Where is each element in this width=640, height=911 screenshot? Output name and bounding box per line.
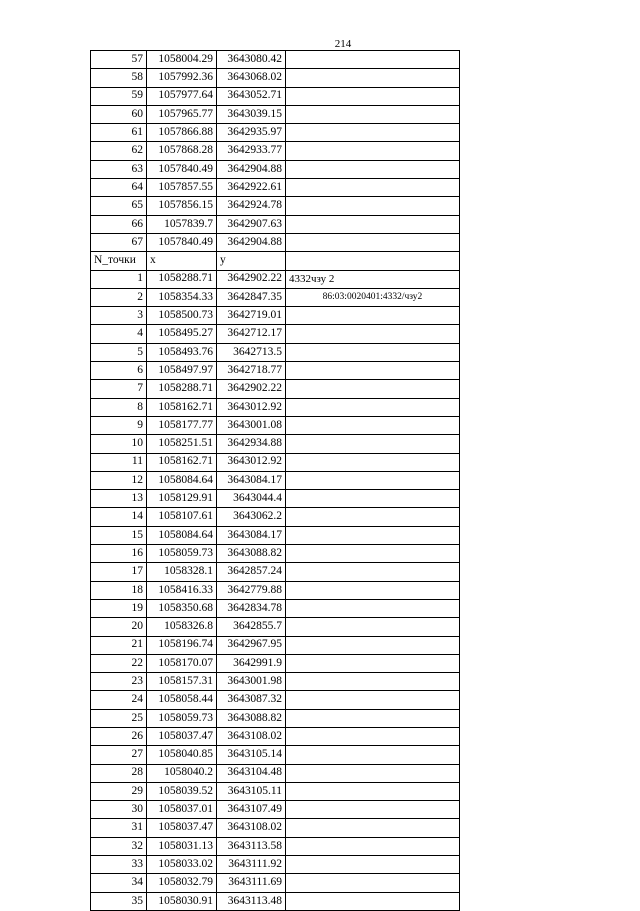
- coordinates-table-bottom: [91, 270, 460, 910]
- point-number-cell: 22: [91, 654, 147, 672]
- x-coordinate-cell: 1058030.91: [147, 892, 217, 910]
- table-row: [91, 453, 460, 471]
- x-coordinate-cell: 1058177.77: [147, 416, 217, 434]
- x-coordinate-cell: 1057992.36: [147, 69, 217, 87]
- y-coordinate-cell: 3643105.11: [217, 782, 286, 800]
- x-coordinate-cell: 1058288.71: [147, 380, 217, 398]
- y-coordinate-cell: 3642719.01: [217, 307, 286, 325]
- point-number-cell: 34: [91, 874, 147, 892]
- x-coordinate-cell: 1058497.97: [147, 362, 217, 380]
- y-coordinate-cell: 3642935.97: [217, 124, 286, 142]
- note-cell: [286, 673, 460, 691]
- x-coordinate-cell: 1058037.47: [147, 727, 217, 745]
- table-row: [91, 416, 460, 434]
- note-cell: [286, 691, 460, 709]
- table-row: [91, 526, 460, 544]
- note-cell: [286, 124, 460, 142]
- table-row: [91, 490, 460, 508]
- note-cell: [286, 179, 460, 197]
- point-number-cell: 32: [91, 837, 147, 855]
- table-row: [91, 307, 460, 325]
- header-point-number: N_точки: [91, 252, 147, 270]
- table-row: [91, 398, 460, 416]
- table-row: [91, 160, 460, 178]
- x-coordinate-cell: 1057868.28: [147, 142, 217, 160]
- x-coordinate-cell: 1058495.27: [147, 325, 217, 343]
- x-coordinate-cell: 1058170.07: [147, 654, 217, 672]
- x-coordinate-cell: 1058107.61: [147, 508, 217, 526]
- point-number-cell: 66: [91, 215, 147, 233]
- x-coordinate-cell: 1057866.88: [147, 124, 217, 142]
- point-number-cell: 29: [91, 782, 147, 800]
- note-cell: [286, 654, 460, 672]
- x-coordinate-cell: 1058493.76: [147, 343, 217, 361]
- point-number-cell: 15: [91, 526, 147, 544]
- y-coordinate-cell: 3643108.02: [217, 819, 286, 837]
- note-cell: [286, 508, 460, 526]
- table-row: [91, 508, 460, 526]
- y-coordinate-cell: 3642924.78: [217, 197, 286, 215]
- x-coordinate-cell: 1058037.47: [147, 819, 217, 837]
- x-coordinate-cell: 1057839.7: [147, 215, 217, 233]
- point-number-cell: 24: [91, 691, 147, 709]
- note-cell: [286, 563, 460, 581]
- note-cell: [286, 307, 460, 325]
- note-cell: [286, 380, 460, 398]
- x-coordinate-cell: 1057857.55: [147, 179, 217, 197]
- coordinates-table-top: [91, 51, 460, 252]
- y-coordinate-cell: 3643111.92: [217, 856, 286, 874]
- table-row: [91, 471, 460, 489]
- y-coordinate-cell: 3642847.35: [217, 288, 286, 306]
- point-number-cell: 18: [91, 581, 147, 599]
- y-coordinate-cell: 3642933.77: [217, 142, 286, 160]
- y-coordinate-cell: 3642855.7: [217, 618, 286, 636]
- x-coordinate-cell: 1058157.31: [147, 673, 217, 691]
- table-row: [91, 837, 460, 855]
- point-number-cell: 60: [91, 105, 147, 123]
- point-number-cell: 57: [91, 51, 147, 69]
- x-coordinate-cell: 1057856.15: [147, 197, 217, 215]
- point-number-cell: 9: [91, 416, 147, 434]
- y-coordinate-cell: 3642834.78: [217, 599, 286, 617]
- y-coordinate-cell: 3643088.82: [217, 709, 286, 727]
- x-coordinate-cell: 1058328.1: [147, 563, 217, 581]
- y-coordinate-cell: 3642904.88: [217, 233, 286, 251]
- table-row: [91, 325, 460, 343]
- table-row: [91, 215, 460, 233]
- x-coordinate-cell: 1058196.74: [147, 636, 217, 654]
- table-row: [91, 51, 460, 69]
- note-cell: [286, 581, 460, 599]
- x-coordinate-cell: 1058033.02: [147, 856, 217, 874]
- table-row: [91, 270, 460, 288]
- point-number-cell: 19: [91, 599, 147, 617]
- y-coordinate-cell: 3643044.4: [217, 490, 286, 508]
- note-cell: [286, 233, 460, 251]
- note-cell: [286, 215, 460, 233]
- point-number-cell: 30: [91, 801, 147, 819]
- note-cell: [286, 362, 460, 380]
- note-cell: [286, 526, 460, 544]
- x-coordinate-cell: 1058039.52: [147, 782, 217, 800]
- header-x: x: [147, 252, 217, 270]
- x-coordinate-cell: 1058058.44: [147, 691, 217, 709]
- y-coordinate-cell: 3643104.48: [217, 764, 286, 782]
- note-cell: [286, 746, 460, 764]
- note-cell: [286, 819, 460, 837]
- table-row: [91, 673, 460, 691]
- y-coordinate-cell: 3643012.92: [217, 398, 286, 416]
- header-row: [91, 252, 460, 270]
- y-coordinate-cell: 3642857.24: [217, 563, 286, 581]
- note-cell: [286, 545, 460, 563]
- note-cell: [286, 837, 460, 855]
- note-cell: [286, 69, 460, 87]
- y-coordinate-cell: 3643062.2: [217, 508, 286, 526]
- x-coordinate-cell: 1058326.8: [147, 618, 217, 636]
- y-coordinate-cell: 3643080.42: [217, 51, 286, 69]
- note-cell: [286, 325, 460, 343]
- y-coordinate-cell: 3642922.61: [217, 179, 286, 197]
- note-cell: [286, 343, 460, 361]
- point-number-cell: 7: [91, 380, 147, 398]
- point-number-cell: 2: [91, 288, 147, 306]
- note-cell: [286, 142, 460, 160]
- table-row: [91, 105, 460, 123]
- point-number-cell: 26: [91, 727, 147, 745]
- y-coordinate-cell: 3643113.48: [217, 892, 286, 910]
- y-coordinate-cell: 3643113.58: [217, 837, 286, 855]
- point-number-cell: 21: [91, 636, 147, 654]
- point-number-cell: 16: [91, 545, 147, 563]
- table-row: [91, 69, 460, 87]
- point-number-cell: 28: [91, 764, 147, 782]
- table-row: [91, 874, 460, 892]
- page-number: 214: [334, 38, 352, 50]
- table-row: [91, 87, 460, 105]
- point-number-cell: 25: [91, 709, 147, 727]
- point-number-cell: 3: [91, 307, 147, 325]
- note-cell: [286, 160, 460, 178]
- y-coordinate-cell: 3642712.17: [217, 325, 286, 343]
- y-coordinate-cell: 3643088.82: [217, 545, 286, 563]
- y-coordinate-cell: 3642902.22: [217, 380, 286, 398]
- y-coordinate-cell: 3643001.98: [217, 673, 286, 691]
- y-coordinate-cell: 3642902.22: [217, 270, 286, 288]
- x-coordinate-cell: 1058354.33: [147, 288, 217, 306]
- x-coordinate-cell: 1058288.71: [147, 270, 217, 288]
- header-note: [286, 252, 460, 270]
- table-row: [91, 288, 460, 306]
- note-cell: [286, 105, 460, 123]
- x-coordinate-cell: 1058350.68: [147, 599, 217, 617]
- y-coordinate-cell: 3643111.69: [217, 874, 286, 892]
- table-row: [91, 709, 460, 727]
- y-coordinate-cell: 3642779.88: [217, 581, 286, 599]
- point-number-cell: 61: [91, 124, 147, 142]
- table-row: [91, 581, 460, 599]
- point-number-cell: 14: [91, 508, 147, 526]
- point-number-cell: 4: [91, 325, 147, 343]
- note-cell: [286, 636, 460, 654]
- point-number-cell: 5: [91, 343, 147, 361]
- y-coordinate-cell: 3643108.02: [217, 727, 286, 745]
- x-coordinate-cell: 1057977.64: [147, 87, 217, 105]
- point-number-cell: 59: [91, 87, 147, 105]
- note-cell: [286, 727, 460, 745]
- note-cell: [286, 782, 460, 800]
- point-number-cell: 12: [91, 471, 147, 489]
- table-row: [91, 727, 460, 745]
- point-number-cell: 62: [91, 142, 147, 160]
- table-row: [91, 599, 460, 617]
- table-row: [91, 380, 460, 398]
- y-coordinate-cell: 3642907.63: [217, 215, 286, 233]
- y-coordinate-cell: 3643039.15: [217, 105, 286, 123]
- note-cell: [286, 618, 460, 636]
- x-coordinate-cell: 1057840.49: [147, 233, 217, 251]
- table-row: [91, 435, 460, 453]
- x-coordinate-cell: 1058084.64: [147, 526, 217, 544]
- note-cell: [286, 599, 460, 617]
- point-number-cell: 10: [91, 435, 147, 453]
- note-cell: 4332чзу 2: [286, 270, 460, 288]
- point-number-cell: 64: [91, 179, 147, 197]
- y-coordinate-cell: 3642934.88: [217, 435, 286, 453]
- note-cell: [286, 764, 460, 782]
- table-row: [91, 801, 460, 819]
- table-row: [91, 197, 460, 215]
- note-cell: [286, 874, 460, 892]
- point-number-cell: 6: [91, 362, 147, 380]
- table-row: [91, 819, 460, 837]
- table-row: [91, 124, 460, 142]
- table-row: [91, 636, 460, 654]
- coordinates-table: [90, 50, 460, 911]
- x-coordinate-cell: 1058162.71: [147, 453, 217, 471]
- y-coordinate-cell: 3642718.77: [217, 362, 286, 380]
- note-cell: [286, 51, 460, 69]
- point-number-cell: 13: [91, 490, 147, 508]
- y-coordinate-cell: 3643105.14: [217, 746, 286, 764]
- point-number-cell: 63: [91, 160, 147, 178]
- note-cell: [286, 856, 460, 874]
- y-coordinate-cell: 3642713.5: [217, 343, 286, 361]
- point-number-cell: 23: [91, 673, 147, 691]
- point-number-cell: 33: [91, 856, 147, 874]
- table-row: [91, 362, 460, 380]
- header-y: y: [217, 252, 286, 270]
- table-row: [91, 856, 460, 874]
- y-coordinate-cell: 3643084.17: [217, 471, 286, 489]
- note-cell: [286, 398, 460, 416]
- x-coordinate-cell: 1058059.73: [147, 545, 217, 563]
- note-cell: [286, 709, 460, 727]
- x-coordinate-cell: 1058416.33: [147, 581, 217, 599]
- coordinates-table-header: [91, 252, 460, 270]
- y-coordinate-cell: 3643107.49: [217, 801, 286, 819]
- point-number-cell: 65: [91, 197, 147, 215]
- note-cell: [286, 416, 460, 434]
- x-coordinate-cell: 1058084.64: [147, 471, 217, 489]
- table-row: [91, 563, 460, 581]
- y-coordinate-cell: 3643087.32: [217, 691, 286, 709]
- y-coordinate-cell: 3643084.17: [217, 526, 286, 544]
- y-coordinate-cell: 3642904.88: [217, 160, 286, 178]
- y-coordinate-cell: 3643052.71: [217, 87, 286, 105]
- y-coordinate-cell: 3642967.95: [217, 636, 286, 654]
- point-number-cell: 58: [91, 69, 147, 87]
- y-coordinate-cell: 3643001.08: [217, 416, 286, 434]
- note-cell: [286, 197, 460, 215]
- x-coordinate-cell: 1057965.77: [147, 105, 217, 123]
- x-coordinate-cell: 1058162.71: [147, 398, 217, 416]
- x-coordinate-cell: 1058500.73: [147, 307, 217, 325]
- y-coordinate-cell: 3642991.9: [217, 654, 286, 672]
- x-coordinate-cell: 1058037.01: [147, 801, 217, 819]
- note-cell: [286, 87, 460, 105]
- y-coordinate-cell: 3643068.02: [217, 69, 286, 87]
- point-number-cell: 17: [91, 563, 147, 581]
- note-cell: [286, 892, 460, 910]
- table-row: [91, 142, 460, 160]
- point-number-cell: 67: [91, 233, 147, 251]
- table-row: [91, 782, 460, 800]
- note-cell: [286, 435, 460, 453]
- table-row: [91, 654, 460, 672]
- table-row: [91, 545, 460, 563]
- x-coordinate-cell: 1058032.79: [147, 874, 217, 892]
- note-cell: [286, 471, 460, 489]
- x-coordinate-cell: 1058031.13: [147, 837, 217, 855]
- table-row: [91, 618, 460, 636]
- note-cell: 86:03:0020401:4332/чзу2: [286, 288, 460, 306]
- x-coordinate-cell: 1058059.73: [147, 709, 217, 727]
- point-number-cell: 1: [91, 270, 147, 288]
- x-coordinate-cell: 1057840.49: [147, 160, 217, 178]
- table-row: [91, 746, 460, 764]
- x-coordinate-cell: 1058040.85: [147, 746, 217, 764]
- x-coordinate-cell: 1058040.2: [147, 764, 217, 782]
- table-row: [91, 764, 460, 782]
- note-cell: [286, 801, 460, 819]
- point-number-cell: 27: [91, 746, 147, 764]
- x-coordinate-cell: 1058129.91: [147, 490, 217, 508]
- point-number-cell: 11: [91, 453, 147, 471]
- point-number-cell: 20: [91, 618, 147, 636]
- table-row: [91, 343, 460, 361]
- point-number-cell: 31: [91, 819, 147, 837]
- point-number-cell: 8: [91, 398, 147, 416]
- x-coordinate-cell: 1058004.29: [147, 51, 217, 69]
- x-coordinate-cell: 1058251.51: [147, 435, 217, 453]
- table-row: [91, 179, 460, 197]
- note-cell: [286, 490, 460, 508]
- table-row: [91, 892, 460, 910]
- table-row: [91, 691, 460, 709]
- table-row: [91, 233, 460, 251]
- point-number-cell: 35: [91, 892, 147, 910]
- y-coordinate-cell: 3643012.92: [217, 453, 286, 471]
- note-cell: [286, 453, 460, 471]
